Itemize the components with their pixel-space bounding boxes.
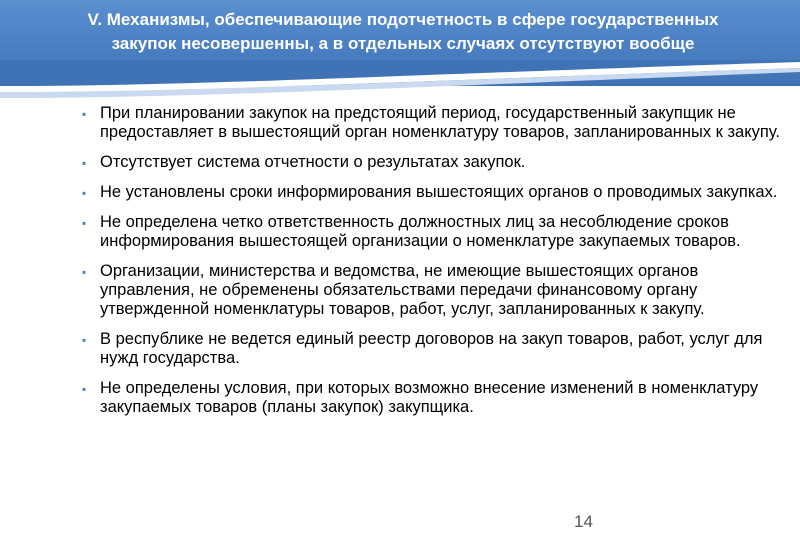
- square-bullet-icon: ▪: [82, 265, 87, 279]
- bullet-text: Отсутствует система отчетности о результатах закупок.: [100, 153, 526, 171]
- bullet-text: Не установлены сроки информирования вышестоящих органов о проводимых закупках.: [100, 183, 778, 201]
- square-bullet-icon: ▪: [82, 333, 87, 347]
- square-bullet-icon: ▪: [82, 107, 87, 121]
- bullet-text: Не определена четко ответственность должностных лиц за несоблюдение сроков информирования вышестоящей организации о номенклатуре закупаемых товаров.: [100, 213, 741, 250]
- bullet-item: [82, 183, 782, 202]
- bullet-text: При планировании закупок на предстоящий период, государственный закупщик не предоставляет в вышестоящий орган номенклатуру товаров, запланированных к закупу.: [100, 104, 780, 141]
- slide-title-line-2: закупок несовершенны, а в отдельных случаях отсутствуют вообще: [111, 34, 695, 53]
- bullet-item: [82, 262, 782, 319]
- bullet-item: [82, 330, 782, 368]
- bullet-item: [82, 104, 782, 142]
- bullet-text: В республике не ведется единый реестр договоров на закуп товаров, работ, услуг для нужд государства.: [100, 330, 763, 367]
- slide-title: [18, 8, 788, 56]
- square-bullet-icon: ▪: [82, 186, 87, 200]
- slide-title-line-1: V. Механизмы, обеспечивающие подотчетность в сфере государственных: [87, 10, 719, 29]
- square-bullet-icon: ▪: [82, 382, 87, 396]
- square-bullet-icon: ▪: [82, 156, 87, 170]
- bullet-text: Не определены условия, при которых возможно внесение изменений в номенклатуру закупаемых товаров (планы закупок) закупщика.: [100, 379, 759, 416]
- page-number: 14: [574, 512, 593, 531]
- bullet-text: Организации, министерства и ведомства, не имеющие вышестоящих органов управления, не обременены обязательствами передачи финансовому органу утвержденной номенклатуры товаров, работ, услуг, запланированных к закупу.: [100, 262, 705, 318]
- square-bullet-icon: ▪: [82, 216, 87, 230]
- bullet-list: [82, 104, 782, 428]
- bullet-item: [82, 379, 782, 417]
- bullet-item: [82, 213, 782, 251]
- bullet-item: [82, 153, 782, 172]
